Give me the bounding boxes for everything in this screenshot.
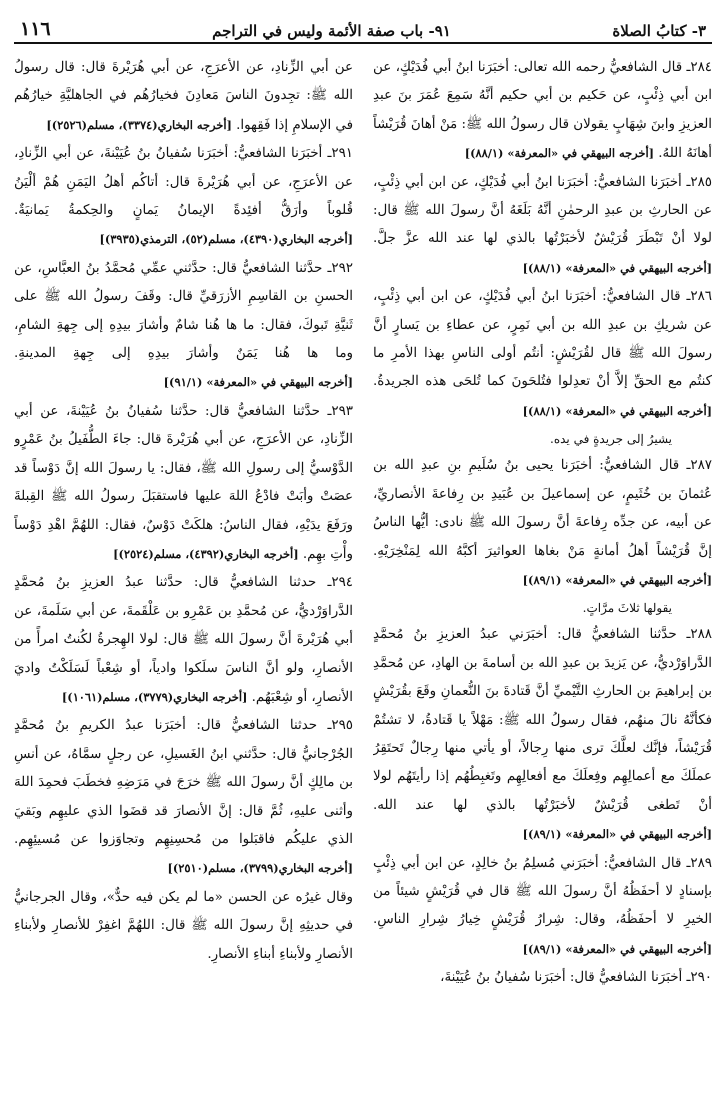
hadith-text: ٢٩٣ـ حدَّثنا الشافعيُّ قال: حدَّثنا سُفيانُ بنُ عُيَيْنةَ، عن أبي الزِّنادِ، عن الأعرَجِ، عن أبي هُرَيْرةَ قال: جاءَ الطُّفَيلُ بنُ عَمْرٍو الدَّوْسيُّ إلى رسولِ الله ﷺ، فقال: يا رسولَ الله إنَّ دَوْساً قد عصَتْ وأبَتْ فادْعُ اللهَ عليها فاستقبَلَ رسولُ الله ﷺ القِبلةَ ورَفَعَ يدَيْهِ، فقال الناسُ: هلكَتْ دَوْسٌ، فقال: اللهُمَّ اهْدِ دَوْساً وأْتِ بهِم. [14, 403, 353, 562]
hadith-citation: [أخرجه البيهقي في «المعرفة» (٨٩/١)] [522, 941, 712, 956]
hadith-text: ٢٩٤ـ حدثنا الشافعيُّ قال: حدَّثنا عبدُ العزيزِ بنُ مُحمَّدٍ الدَّراوَرْديُّ، عن مُحمَّدِ بن عَمْرِو بن عَلْقَمةَ، عن أبي سَلَمةَ، عن أبي هُرَيْرةَ أنَّ رسولَ الله ﷺ قال: لولا الهِجرةُ لكُنتُ امرأً من الأنصارِ، ولو أنَّ الناسَ سلَكوا وادياً، أو شِعْباً لَسَلَكْتُ واديَ الأنصارِ، أو شِعْبَهُم. [14, 575, 353, 705]
right-column [373, 54, 712, 1094]
hadith-citation: [أخرجه البيهقي في «المعرفة» (٨٨/١)] [522, 403, 712, 418]
header-rule [14, 42, 712, 44]
hadith-entry [14, 255, 353, 398]
hadith-entry [373, 964, 712, 992]
hadith-entry [373, 54, 712, 169]
hadith-text: ٢٩٠ـ أخبَرَنا الشافعيُّ قال: أخبَرَنا سُفيانُ بنُ عُيَيْنةَ، [440, 970, 712, 986]
hadith-note: يشيرُ إلى جريدةٍ في يده. [550, 432, 672, 447]
book-title: ٣- كتابُ الصلاة [612, 22, 706, 40]
text-columns [14, 54, 712, 1094]
hadith-entry [373, 452, 712, 595]
hadith-entry [373, 169, 712, 284]
hadith-citation: [أخرجه البيهقي في «المعرفة» (٨٩/١)] [522, 572, 712, 587]
left-column [14, 54, 353, 1094]
hadith-entry [14, 712, 353, 883]
running-header [14, 8, 712, 40]
hadith-text: ٢٨٧ـ قال الشافعيُّ: أخبَرَنا يحيى بنُ سُلَيمِ بنِ عبدِ الله بن عُثمانَ بن خُثَيمٍ، عن إسماعيلَ بن عُبَيدِ بن رِفاعةَ الأنصاريِّ، عن أبيه، عن جدِّه رِفاعةَ أنَّ رسولَ الله ﷺ نادى: أيُّها الناسُ إنَّ قُرَيْشاً أهلُ أمانةٍ مَنْ بغاها العواثيرَ أكبَّهُ الله لِمَنْخِرَيْهِ. [373, 458, 712, 559]
hadith-text: ٢٨٥ـ أخبَرَنا الشافعيُّ: أخبَرَنا ابنُ أبي فُدَيْكٍ، عن ابن أبي ذِئْبٍ، عن الحارثِ بن عبدِ الرحمٰنِ أنَّهُ بَلَغَهُ أنَّ رسولَ الله ﷺ قال: لولا أنْ تَبْطَرَ قُرَيْشٌ لأخبَرْتُها بالذي لها عند الله عزَّ جلَّ. [373, 174, 712, 247]
hadith-text: ٢٩٢ـ حدَّثنا الشافعيُّ قال: حدَّثني عمِّي مُحمَّدُ بنُ العبَّاسِ، عن الحسنِ بن القاسِمِ الأزرَقيِّ قال: وقَفَ رسولُ الله ﷺ على ثَنيَّةِ تَبوكَ، فقال: ما ها هُنا شامٌ وأشارَ بيدِهِ إلى جِهةِ الشامِ، وما ها هُنا يَمَنٌ وأشارَ بيدِهِ إلى جِهةِ المدينةِ. [14, 260, 353, 362]
hadith-citation: [أخرجه البخاري(٤٣٩٠)، مسلم(٥٢)، الترمذي(٣٩٣٥)] [99, 232, 353, 247]
hadith-citation: [أخرجه البيهقي في «المعرفة» (٩١/١)] [163, 375, 353, 390]
hadith-citation: [أخرجه البخاري(٤٣٩٢)، مسلم(٢٥٢٤)] [113, 546, 299, 561]
hadith-text: ٢٨٤ـ قال الشافعيُّ رحمه الله تعالى: أخبَرَنا ابنُ أبي فُدَيْكٍ، عن ابن أبي ذِئْبٍ، عن حَكيم بن أبي حكيم أنَّهُ سَمِعَ عُمَرَ بنَ عبدِ العزيزِ وابنَ شِهَابٍ يقولان قال رسولُ الله ﷺ: مَنْ أهانَ قُرَيْشاً أهانَهُ اللهُ. [373, 60, 712, 162]
hadith-entry [373, 850, 712, 965]
hadith-citation: [أخرجه البخاري(٣٧٧٩)، مسلم(١٠٦١)] [61, 689, 248, 704]
hadith-text: ٢٨٦ـ قال الشافعيُّ: أخبَرَنا ابنُ أبي فُدَيْكٍ، عن ابن أبي ذِئْبٍ، عن شريكِ بن عبدِ الله بن أبي نَمِرٍ، عن عطاءِ بن يَسارٍ أنَّ رسولَ الله ﷺ قال لقُرَيْشٍ: أنتُم أولى الناسِ بهذا الأمرِ ما كنتُم مع الحقِّ إلاَّ أنْ تعدِلوا فتُلحَونَ كما تُلحَى هذه الجريدةُ. [373, 289, 712, 390]
hadith-entry [373, 283, 712, 426]
hadith-text: ٢٨٨ـ حدَّثنا الشافعيُّ قال: أخبَرَني عبدُ العزيزِ بنُ مُحمَّدٍ الدَّراوَرْديُّ، عن يَزيدَ بن عبدِ الله بن أسامةَ بن الهادِ، عن مُحمَّدِ بن إبراهيمَ بن الحارثِ التَّيْميِّ أنَّ قَتادةَ بنَ النُّعمانِ وقَعَ بقُرَيْشٍ فكأنَّهُ نالَ منهُم، فقال رسولُ الله ﷺ: مَهْلاً يا قَتادةُ، لا تشتُمْ قُرَيْشاً، فإنَّك لعلَّكَ ترى منها رِجالاً، أو يأتي منها رِجالٌ تَحتَقِرُ عملَكَ مع أعمالِهِم وفِعلَكَ مع أفعالِهِم وتَغبِطُهُم إذا رأيتَهُم لولا أنْ تَطغى قُرَيْشٌ لأخبَرْتُها بالذي لها عند الله. [373, 627, 712, 813]
hadith-citation: [أخرجه البيهقي في «المعرفة» (٨٨/١)] [464, 146, 655, 161]
hadith-text: وقال غيرُه عن الحسن «ما لم يكن فيه حدٌّ»، وقال الجرجانيُّ في حديثِهِ إنَّ رسولَ الله ﷺ قال: اللهُمَّ اغفِرْ للأنصارِ ولأبناءِ الأنصارِ ولأبناءِ أبناءِ الأنصارِ. [14, 889, 353, 962]
hadith-entry [14, 54, 353, 140]
hadith-entry [14, 140, 353, 255]
hadith-citation: [أخرجه البيهقي في «المعرفة» (٨٨/١)] [522, 260, 712, 275]
hadith-text: ٢٩١ـ أخبَرَنا الشافعيُّ: أخبَرَنا سُفيانُ بنُ عُيَيْنةَ، عن أبي الزِّنادِ، عن الأعرَجِ، عن أبي هُرَيْرةَ قال: أتاكُم أهلُ اليَمَنِ هُمْ ألْيَنُ قُلوباً وأرَقُّ أفئِدةً الإيمانُ يَمانٍ والحِكمةُ يَمانيَةٌ. [14, 146, 353, 219]
page-number: ١١٦ [20, 18, 51, 40]
hadith-entry [373, 621, 712, 849]
hadith-text: ٢٨٩ـ قال الشافعيُّ: أخبَرَني مُسلِمُ بنُ خالِدٍ، عن ابن أبي ذِئْبٍ بإسنادٍ لا أحفَظُهُ أنَّ رسولَ الله ﷺ قال في قُرَيْشٍ شيئاً من الخيرِ لا أحفَظُهُ، وقال: شِرارُ قُرَيْشٍ خِيارُ شِرارِ الناسِ. [373, 855, 712, 928]
hadith-citation: [أخرجه البيهقي في «المعرفة» (٨٩/١)] [522, 827, 712, 842]
hadith-text: عن أبي الزِّنادِ، عن الأعرَجِ، عن أبي هُرَيْرةَ قال: قال رسولُ الله ﷺ: تجِدونَ الناسَ مَعادِنَ فخيارُهُم في الجاهليَّةِ خيارُهُم في الإسلامِ إذا فَقِهوا. [14, 60, 353, 133]
chapter-title: ٩١- باب صفة الأئمة وليس في التراجم [212, 22, 451, 40]
hadith-citation: [أخرجه البخاري(٣٣٧٤)، مسلم(٢٥٢٦)] [46, 117, 232, 132]
hadith-citation: [أخرجه البخاري(٣٧٩٩)، مسلم(٢٥١٠)] [167, 861, 353, 876]
hadith-entry [14, 569, 353, 712]
hadith-entry [14, 398, 353, 569]
hadith-note: يقولها ثلاثَ مرَّاتٍ. [582, 601, 672, 616]
hadith-text: ٢٩٥ـ حدثنا الشافعيُّ قال: أخبَرَنا عبدُ الكريمِ بنُ مُحمَّدٍ الجُرْجانيُّ قال: حدَّثني ابنُ الغَسيلِ، عن رجلٍ سمَّاهُ، عن أنسِ بن مالِكٍ أنَّ رسولَ الله ﷺ خرَجَ في مَرَضِهِ فخطَبَ فحمِدَ اللهَ وأثنى عليهِ، ثُمَّ قال: إنَّ الأنصارَ قد قضَوا الذي عليهِم وبَقيَ الذي عليكُم فاقبَلوا من مُحسِنِهِم وتجاوَزوا عن مُسيئِهِم. [14, 718, 353, 847]
hadith-entry [14, 884, 353, 969]
